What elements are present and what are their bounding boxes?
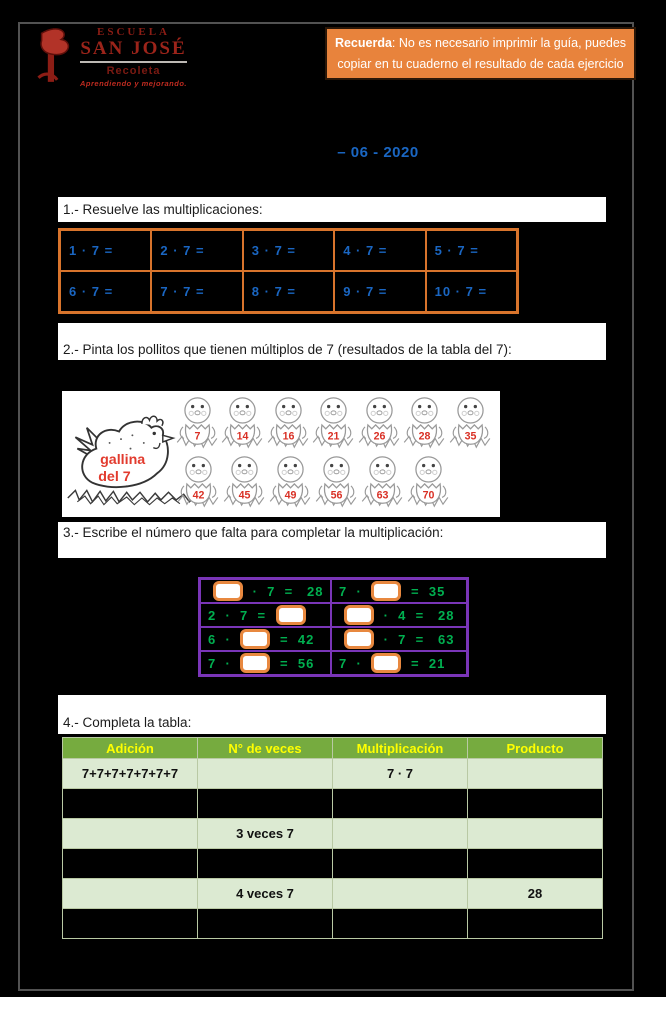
mult-cell-5: 5 · 7 = (426, 230, 517, 271)
problem-text: = 35 (406, 583, 446, 599)
section2-title-bar: 2.- Pinta los pollitos que tienen múltiplos de 7 (resultados de la tabla del 7): (58, 323, 606, 360)
table-cell (333, 879, 468, 909)
table-row (63, 909, 603, 939)
table-cell (63, 849, 198, 879)
multiplication-table (58, 228, 519, 314)
chick-number: 42 (192, 489, 205, 502)
chick-number: 56 (330, 489, 343, 502)
problem-text: 7 · (208, 655, 236, 671)
header-producto: Producto (468, 738, 603, 759)
table-cell (333, 849, 468, 879)
chick-number: 7 (194, 430, 201, 443)
problem-cell-3 (200, 603, 331, 627)
header-n-de-veces: N° de veces (198, 738, 333, 759)
table-cell: 7+7+7+7+7+7+7 (63, 759, 198, 789)
problem-cell-5 (200, 627, 331, 651)
problem-text: · 4 = 28 (379, 607, 455, 623)
table-cell (468, 909, 603, 939)
chick-number: 21 (327, 430, 340, 443)
table-cell (198, 759, 333, 789)
problem-text: · 7 = 28 (248, 583, 324, 599)
chick-icon (266, 394, 311, 454)
header-multiplicacion: Multiplicación (333, 738, 468, 759)
table-cell (198, 909, 333, 939)
section3-title-bar: 3.- Escribe el número que falta para completar la multiplicación: (58, 522, 606, 558)
school-motto: Aprendiendo y mejorando. (80, 79, 188, 88)
mult-cell-2: 2 · 7 = (151, 230, 242, 271)
problem-text: 7 · (339, 655, 367, 671)
table-cell: 7 · 7 (333, 759, 468, 789)
table-cell (63, 909, 198, 939)
problem-cell-2 (331, 579, 467, 603)
answer-blank-box (371, 581, 401, 601)
chick-icon (222, 453, 267, 513)
answer-blank-box (371, 653, 401, 673)
chick-icon (314, 453, 359, 513)
chick-icon (175, 394, 220, 454)
hen-label-line1: gallina (100, 451, 146, 468)
chick-number: 35 (464, 430, 477, 443)
table-row (63, 789, 603, 819)
problem-text: = 42 (275, 631, 315, 647)
answer-blank-box (240, 653, 270, 673)
problem-cell-1 (200, 579, 331, 603)
hen-label-line2: del 7 (98, 468, 131, 485)
page-bottom-margin (0, 997, 666, 1024)
table-row (63, 879, 603, 909)
table-cell (63, 879, 198, 909)
chick-icon (402, 394, 447, 454)
header-adicion: Adición (63, 738, 198, 759)
chick-icon (220, 394, 265, 454)
chick-number: 26 (373, 430, 386, 443)
missing-number-table (198, 577, 469, 677)
problem-text: = 21 (406, 655, 446, 671)
table-cell (63, 819, 198, 849)
table-cell (198, 789, 333, 819)
table-row (63, 819, 603, 849)
chick-icon (406, 453, 451, 513)
mult-cell-7: 7 · 7 = (151, 271, 242, 312)
reminder-bold: Recuerda (334, 36, 392, 50)
table-cell (333, 789, 468, 819)
chick-number: 70 (422, 489, 435, 502)
problem-text: = 56 (275, 655, 315, 671)
school-flag-icon (32, 26, 74, 84)
mult-cell-1: 1 · 7 = (60, 230, 151, 271)
reminder-box (325, 27, 636, 80)
chick-icon (357, 394, 402, 454)
mult-cell-3: 3 · 7 = (243, 230, 334, 271)
table-cell: 28 (468, 879, 603, 909)
reminder-line1 (327, 33, 634, 54)
chicken-image (62, 391, 500, 517)
school-name-line2: SAN JOSÉ (80, 38, 187, 63)
chick-icon (448, 394, 493, 454)
answer-blank-box (240, 629, 270, 649)
chick-number: 28 (418, 430, 431, 443)
problem-text: · 7 = 63 (379, 631, 455, 647)
problem-cell-4 (331, 603, 467, 627)
section1-title-bar: 1.- Resuelve las multiplicaciones: (58, 197, 606, 222)
answer-blank-box (213, 581, 243, 601)
problem-text: 2 · 7 = (208, 607, 271, 623)
table-row (63, 759, 603, 789)
chick-number: 63 (376, 489, 389, 502)
problem-text: 6 · (208, 631, 236, 647)
mult-cell-8: 8 · 7 = (243, 271, 334, 312)
chick-number: 45 (238, 489, 251, 502)
reminder-rest: : No es necesario imprimir la guía, puedes (391, 36, 627, 50)
school-name-line1: ESCUELA (97, 26, 170, 38)
table-cell (468, 849, 603, 879)
section4-title-bar: 4.- Completa la tabla: (58, 695, 606, 734)
problem-cell-6 (331, 627, 467, 651)
answer-blank-box (344, 629, 374, 649)
table-cell (198, 849, 333, 879)
answer-blank-box (276, 605, 306, 625)
chick-icon (176, 453, 221, 513)
mult-cell-9: 9 · 7 = (334, 271, 425, 312)
chick-icon (360, 453, 405, 513)
table-cell (333, 819, 468, 849)
table-cell (333, 909, 468, 939)
problem-cell-7 (200, 651, 331, 675)
mult-cell-4: 4 · 7 = (334, 230, 425, 271)
problem-cell-8 (331, 651, 467, 675)
mult-cell-10: 10 · 7 = (426, 271, 517, 312)
table-cell (468, 759, 603, 789)
table-row (63, 849, 603, 879)
completion-table (62, 737, 603, 939)
reminder-line2: copiar en tu cuaderno el resultado de cada ejercicio (337, 57, 624, 71)
school-logo (32, 26, 187, 88)
table-cell (63, 789, 198, 819)
chick-icon (268, 453, 313, 513)
chick-number: 49 (284, 489, 297, 502)
table-cell (468, 789, 603, 819)
chick-icon (311, 394, 356, 454)
answer-blank-box (344, 605, 374, 625)
school-district: Recoleta (106, 65, 161, 77)
table-header-row (63, 738, 603, 759)
table-cell: 3 veces 7 (198, 819, 333, 849)
chick-number: 16 (282, 430, 295, 443)
mult-cell-6: 6 · 7 = (60, 271, 151, 312)
table-cell: 4 veces 7 (198, 879, 333, 909)
chick-number: 14 (236, 430, 249, 443)
table-cell (468, 819, 603, 849)
problem-text: 7 · (339, 583, 367, 599)
date-text: – 06 - 2020 (337, 144, 419, 161)
